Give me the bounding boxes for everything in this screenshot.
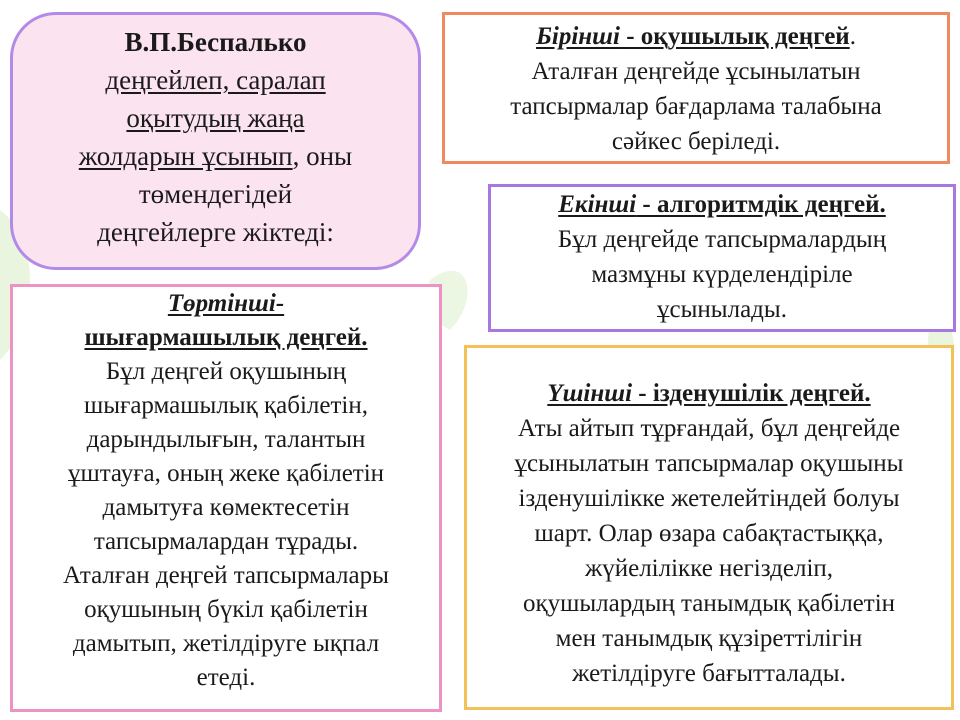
level3-line-8: жетілдіруге бағытталады. <box>572 660 846 687</box>
level4-line-10: етеді. <box>196 664 256 691</box>
level4-line-1: Бұл деңгей оқушының <box>105 358 347 385</box>
level2-title-rest: - алгоритмдік деңгей. <box>636 191 886 218</box>
level1-box <box>442 12 950 164</box>
level1-period: . <box>849 23 856 50</box>
level4-line-9: дамытып, жетілдіруге ықпал <box>72 630 380 657</box>
level3-line-6: оқушылардың танымдық қабілетін <box>522 590 896 617</box>
level4-line-3: дарындылығын, талантын <box>86 426 366 453</box>
intro-line-2: оқытудың жаңа <box>126 103 305 133</box>
level3-line-5: жүйелілікке негізделіп, <box>584 555 834 582</box>
level2-line-1: Бұл деңгейде тапсырмалардың <box>557 226 887 253</box>
intro-box <box>10 12 421 270</box>
level1-line-2: тапсырмалар бағдарлама талабына <box>510 93 882 120</box>
level3-line-3: ізденушілікке жетелейтіндей болуы <box>518 485 900 512</box>
level4-line-2: шығармашылық қабілетін, <box>84 392 368 419</box>
level3-name: Үшінші <box>547 380 633 407</box>
intro-line-5: деңгейлерге жіктеді: <box>97 217 334 247</box>
level2-name: Екінші <box>558 191 637 218</box>
level4-name: Төртінші- <box>167 290 285 317</box>
level4-line-8: оқушының бүкіл қабілетін <box>84 596 368 623</box>
level1-title-rest: - оқушылық деңгей <box>619 23 850 50</box>
intro-author: В.П.Беспалько <box>124 27 307 57</box>
level3-line-1: Аты айтып тұрғандай, бұл деңгейде <box>517 415 901 442</box>
level3-line-7: мен танымдық құзіреттілігін <box>555 625 863 652</box>
intro-line-3-underlined: жолдарын ұсынып <box>78 141 293 171</box>
intro-line-1: деңгейлеп, саралап <box>105 65 326 95</box>
level3-title <box>467 376 951 411</box>
level1-title <box>445 19 947 54</box>
level1-name: Бірінші <box>536 23 620 50</box>
level2-title <box>491 187 953 222</box>
level3-line-2: ұсынылатын тапсырмалар оқушыны <box>514 450 904 477</box>
level2-line-2: мазмұны күрделендіріле <box>591 261 853 288</box>
level2-line-3: ұсынылады. <box>657 296 787 323</box>
level2-box <box>488 184 956 332</box>
level4-line-7: Аталған деңгей тапсырмалары <box>63 562 389 589</box>
intro-line-4: төмендегідей <box>138 179 293 209</box>
level3-title-rest: - ізденушілік деңгей. <box>632 380 871 407</box>
level4-box <box>10 284 442 712</box>
level4-line-5: дамытуға көмектесетін <box>102 494 350 521</box>
level4-line-6: тапсырмалардан тұрады. <box>93 528 359 555</box>
level4-line-4: ұштауға, оның жеке қабілетін <box>67 460 385 487</box>
level3-line-4: шарт. Олар өзара сабақтастыққа, <box>534 520 884 547</box>
level3-box <box>464 345 954 710</box>
level1-line-3: сәйкес беріледі. <box>611 128 781 155</box>
intro-line-3-rest: , оны <box>292 141 353 171</box>
level4-title-line-2: шығармашылық деңгей. <box>84 324 368 351</box>
level1-line-1: Аталған деңгейде ұсынылатын <box>531 58 861 85</box>
